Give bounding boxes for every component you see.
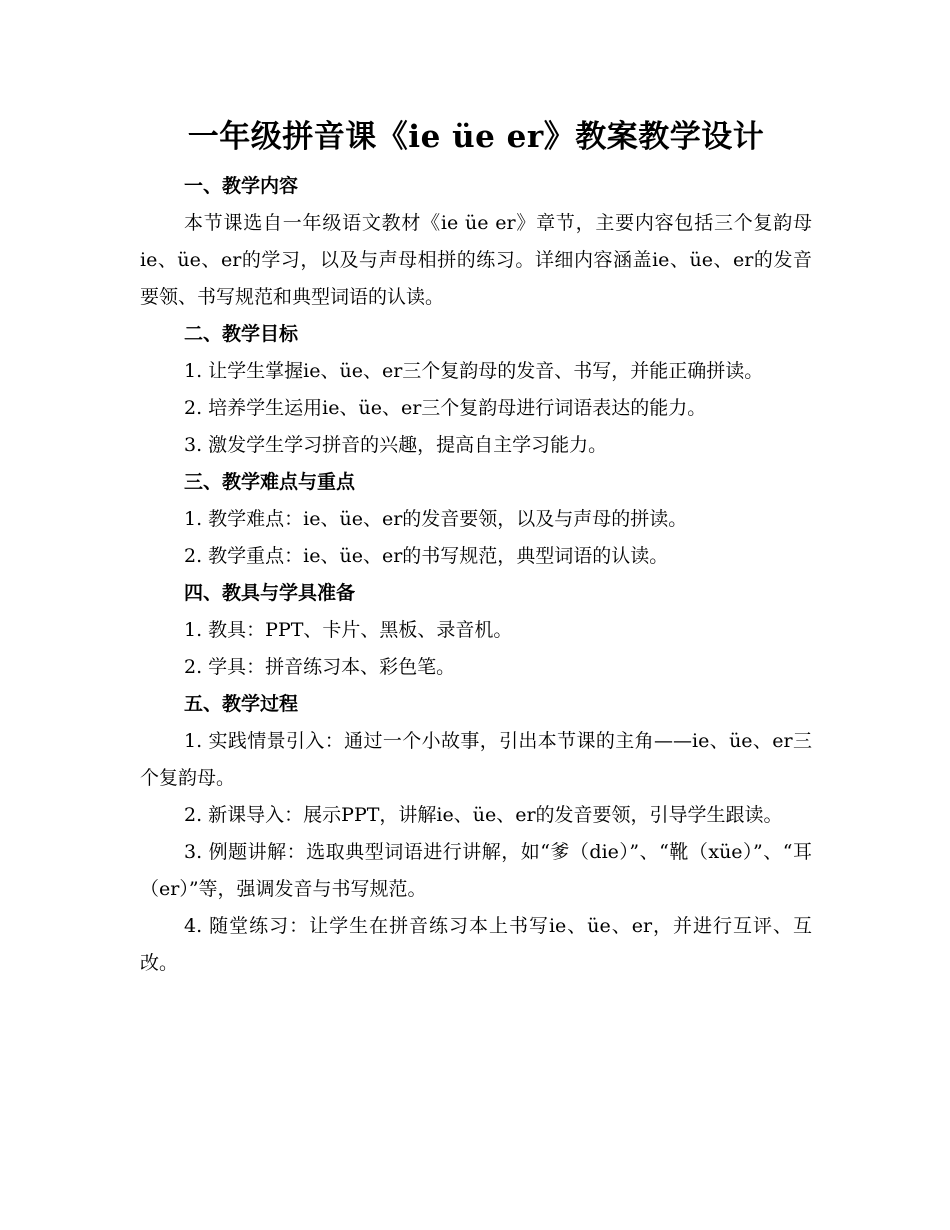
section-heading-difficulties: 三、教学难点与重点 bbox=[184, 471, 356, 493]
paragraph: 1. 教具：PPT、卡片、黑板、录音机。 bbox=[184, 619, 513, 641]
document-title: 一年级拼音课《ie üe er》教案教学设计 bbox=[187, 119, 765, 155]
paragraph: 1. 实践情景引入：通过一个小故事，引出本节课的主角——ie、üe、er三个复韵母。 bbox=[140, 730, 812, 789]
paragraph: 2. 教学重点：ie、üe、er的书写规范，典型词语的认读。 bbox=[184, 545, 669, 567]
section-heading-materials: 四、教具与学具准备 bbox=[184, 582, 356, 604]
paragraph: 本节课选自一年级语文教材《ie üe er》章节，主要内容包括三个复韵母ie、üe、er的学习，以及与声母相拼的练习。详细内容涵盖ie、üe、er的发音要领、书写规范和典型词语的认读。 bbox=[140, 212, 812, 308]
paragraph: 3. 激发学生学习拼音的兴趣，提高自主学习能力。 bbox=[184, 434, 608, 456]
paragraph: 1. 让学生掌握ie、üe、er三个复韵母的发音、书写，并能正确拼读。 bbox=[184, 360, 764, 382]
paragraph: 2. 学具：拼音练习本、彩色笔。 bbox=[184, 656, 456, 678]
section-heading-content: 一、教学内容 bbox=[184, 175, 299, 197]
paragraph: 4. 随堂练习：让学生在拼音练习本上书写ie、üe、er，并进行互评、互改。 bbox=[140, 915, 812, 974]
document-body bbox=[140, 168, 812, 982]
paragraph: 3. 例题讲解：选取典型词语进行讲解，如“爹（die）”、“靴（xüe）”、“耳（er）”等，强调发音与书写规范。 bbox=[140, 841, 812, 900]
paragraph: 1. 教学难点：ie、üe、er的发音要领，以及与声母的拼读。 bbox=[184, 508, 688, 530]
section-heading-goals: 二、教学目标 bbox=[184, 323, 299, 345]
paragraph: 2. 培养学生运用ie、üe、er三个复韵母进行词语表达的能力。 bbox=[184, 397, 707, 419]
section-heading-process: 五、教学过程 bbox=[184, 693, 299, 715]
document-page bbox=[140, 0, 812, 982]
paragraph: 2. 新课导入：展示PPT，讲解ie、üe、er的发音要领，引导学生跟读。 bbox=[184, 804, 783, 826]
